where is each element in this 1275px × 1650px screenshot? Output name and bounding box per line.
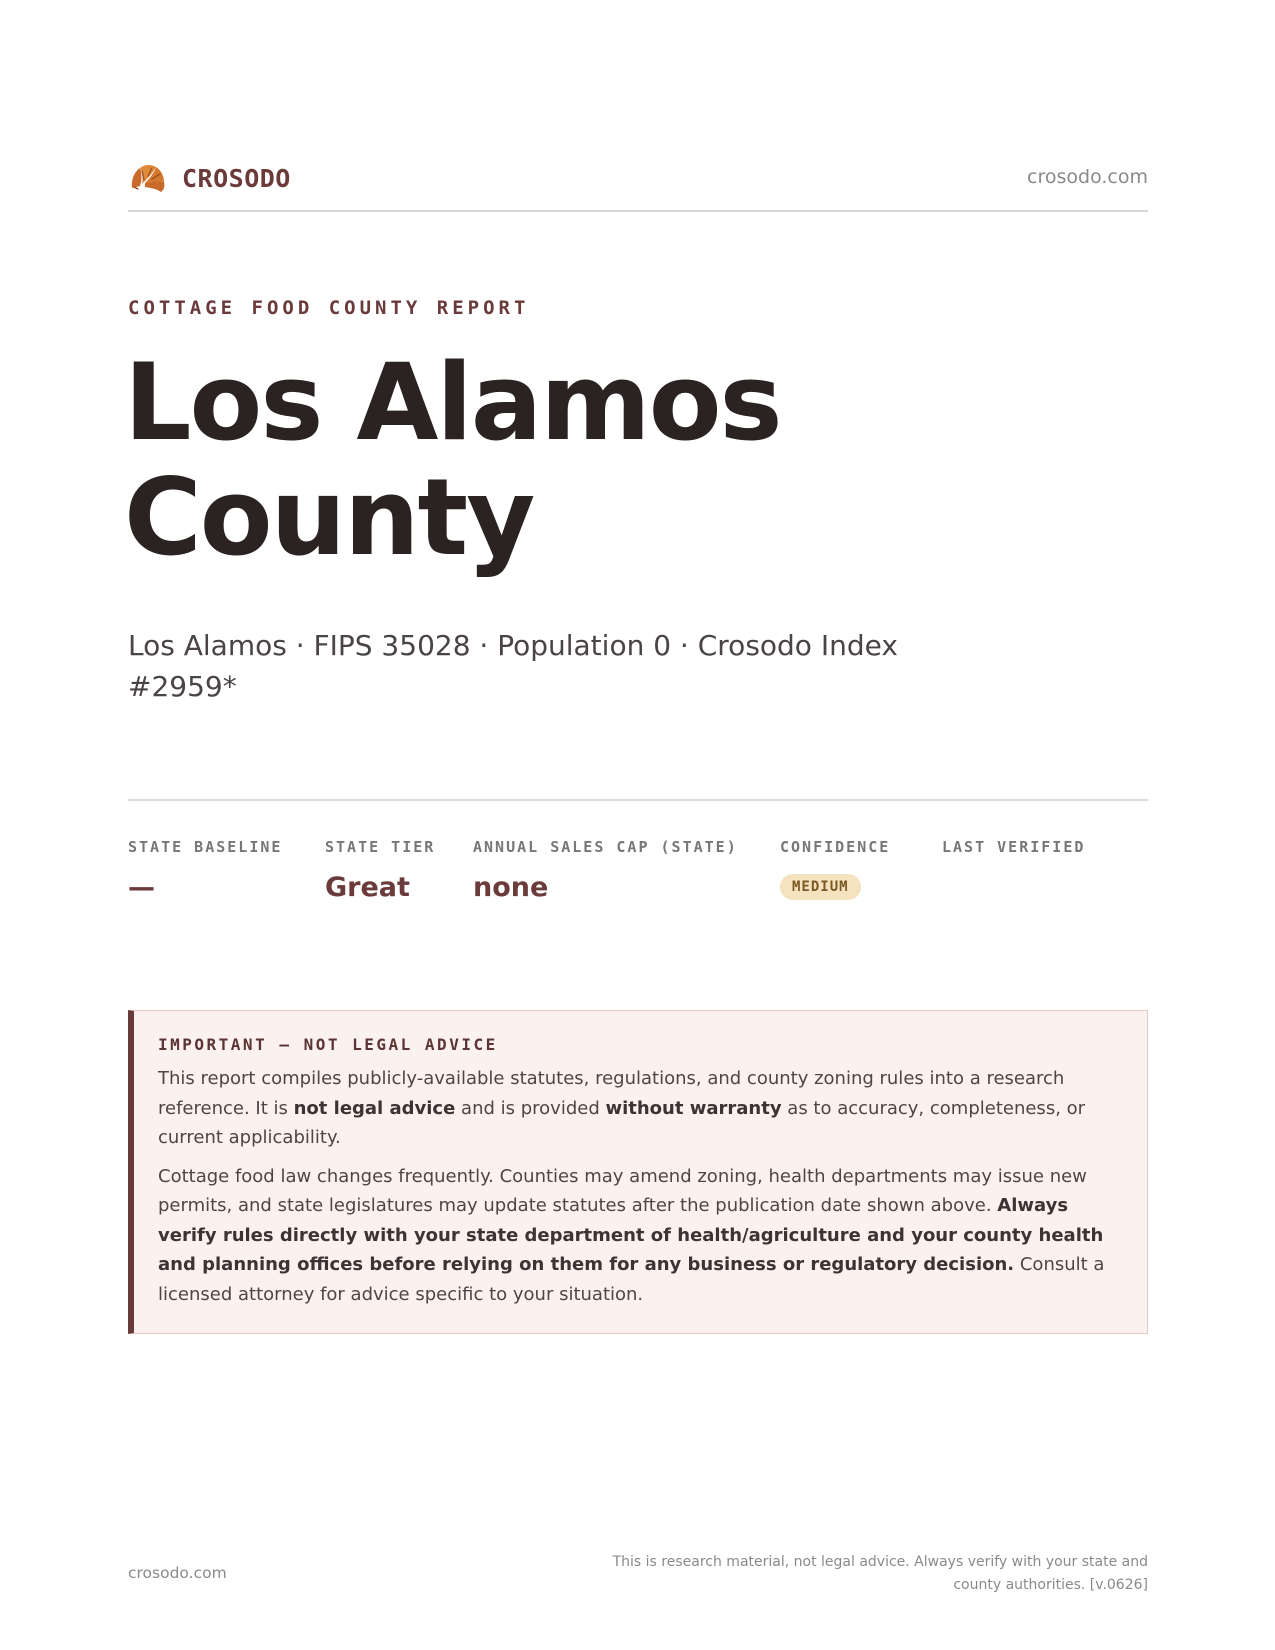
stat-value: Great — [325, 872, 410, 903]
notice-text: This report compiles publicly-available statutes, regulations, and county zoning rules into a research reference. It is — [158, 1068, 1065, 1119]
notice-paragraph — [158, 1064, 1123, 1153]
notice-text: as to accuracy, completeness, or current applicability. — [158, 1097, 1086, 1148]
brand[interactable] — [128, 158, 291, 198]
county-subtitle: Los Alamos · FIPS 35028 · Population 0 · Crosodo Index #2959* — [128, 629, 898, 703]
confidence-badge: MEDIUM — [780, 874, 861, 900]
stat-label: LAST VERIFIED — [942, 838, 1086, 856]
stat-confidence — [780, 838, 890, 900]
notice-text: and is provided — [455, 1097, 606, 1119]
stat-value: none — [473, 872, 549, 903]
stat-label: STATE TIER — [325, 838, 436, 856]
legal-notice — [128, 1010, 1148, 1334]
notice-text: Consult a licensed attorney for advice specific to your situation. — [158, 1254, 1105, 1305]
notice-bold-text: Always verify rules directly with your state department of health/agriculture and your county health and planning offices before relying on them for any business or regulatory decision. — [158, 1195, 1104, 1275]
county-title: Los Alamos County — [124, 341, 781, 579]
footer-site-link[interactable]: crosodo.com — [128, 1564, 227, 1582]
stat-state-baseline — [128, 838, 282, 903]
stat-value: — — [128, 872, 155, 903]
footer-disclaimer: This is research material, not legal advice. Always verify with your state and county authorities. [v.0626] — [612, 1554, 1148, 1593]
notice-title: IMPORTANT — NOT LEGAL ADVICE — [158, 1035, 498, 1054]
header-divider — [128, 210, 1148, 212]
stat-last-verified — [942, 838, 1085, 872]
report-kicker: COTTAGE FOOD COUNTY REPORT — [128, 297, 530, 319]
croissant-icon — [128, 158, 168, 198]
notice-text: Cottage food law changes frequently. Counties may amend zoning, health departments may issue new permits, and state legislatures may update statutes after the publication date shown above. — [158, 1165, 1087, 1216]
stat-label: STATE BASELINE — [128, 838, 283, 856]
report-page — [124, 0, 1148, 1650]
notice-bold-text: not legal advice — [293, 1097, 456, 1119]
site-link[interactable]: crosodo.com — [1027, 166, 1148, 188]
stat-annual-sales-cap — [473, 838, 738, 903]
stat-label: ANNUAL SALES CAP (STATE) — [473, 838, 738, 856]
stat-state-tier — [325, 838, 435, 903]
page-header — [128, 158, 1148, 208]
notice-paragraph — [158, 1162, 1123, 1310]
stats-divider — [128, 799, 1148, 801]
stat-label: CONFIDENCE — [780, 838, 891, 856]
notice-bold-text: without warranty — [605, 1097, 782, 1119]
brand-name: CROSODO — [182, 163, 291, 193]
